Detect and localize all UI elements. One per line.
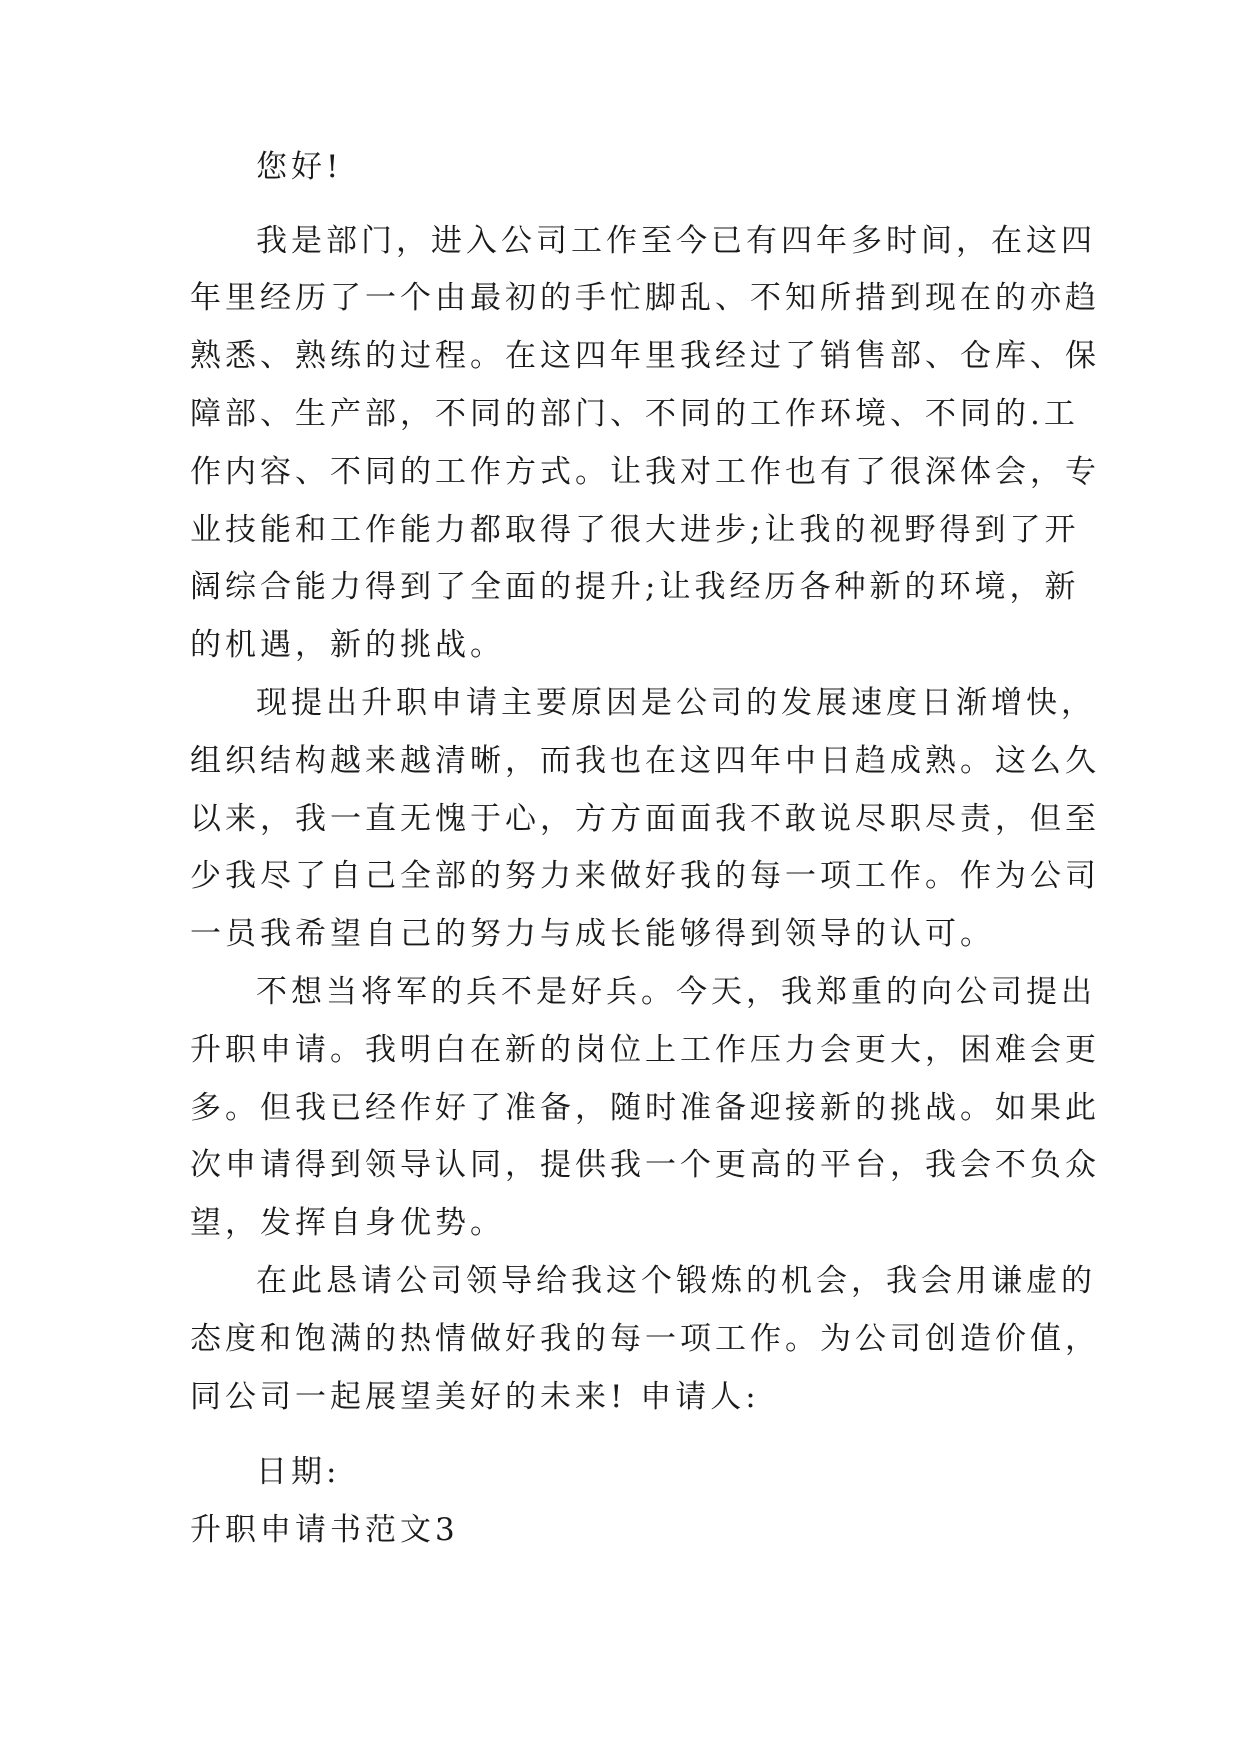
paragraph-3-line-4: 次申请得到领导认同，提供我一个更高的平台，我会不负众 — [190, 1147, 1100, 1183]
greeting: 您好! — [256, 149, 343, 185]
paragraph-1-line-4: 障部、生产部，不同的部门、不同的工作环境、不同的.工 — [190, 396, 1079, 432]
paragraph-4-line-2: 态度和饱满的热情做好我的每一项工作。为公司创造价值， — [190, 1321, 1100, 1357]
paragraph-1-line-7: 阔综合能力得到了全面的提升;让我经历各种新的环境，新 — [190, 569, 1080, 605]
paragraph-2-line-4: 少我尽了自己全部的努力来做好我的每一项工作。作为公司 — [190, 858, 1100, 894]
paragraph-2-line-5: 一员我希望自己的努力与成长能够得到领导的认可。 — [190, 916, 995, 952]
paragraph-3-line-5: 望，发挥自身优势。 — [190, 1205, 505, 1241]
paragraph-1-line-8: 的机遇，新的挑战。 — [190, 627, 505, 663]
paragraph-1-line-3: 熟悉、熟练的过程。在这四年里我经过了销售部、仓库、保 — [190, 338, 1100, 374]
paragraph-3-line-3: 多。但我已经作好了准备，随时准备迎接新的挑战。如果此 — [190, 1090, 1100, 1126]
paragraph-2-line-2: 组织结构越来越清晰，而我也在这四年中日趋成熟。这么久 — [190, 743, 1100, 779]
next-section-heading: 升职申请书范文3 — [190, 1512, 459, 1548]
paragraph-1-line-1: 我是部门，进入公司工作至今已有四年多时间，在这四 — [256, 223, 1096, 259]
paragraph-3-line-1: 不想当将军的兵不是好兵。今天，我郑重的向公司提出 — [256, 974, 1096, 1010]
paragraph-1-line-6: 业技能和工作能力都取得了很大进步;让我的视野得到了开 — [190, 512, 1080, 548]
paragraph-1-line-2: 年里经历了一个由最初的手忙脚乱、不知所措到现在的亦趋 — [190, 280, 1100, 316]
paragraph-2-line-1: 现提出升职申请主要原因是公司的发展速度日渐增快， — [256, 685, 1096, 721]
date-label: 日期: — [256, 1454, 341, 1490]
paragraph-1-line-5: 作内容、不同的工作方式。让我对工作也有了很深体会，专 — [190, 454, 1100, 490]
paragraph-2-line-3: 以来，我一直无愧于心，方方面面我不敢说尽职尽责，但至 — [190, 801, 1100, 837]
paragraph-4-line-1: 在此恳请公司领导给我这个锻炼的机会，我会用谦虚的 — [256, 1263, 1096, 1299]
paragraph-4-line-3: 同公司一起展望美好的未来! 申请人: — [190, 1379, 760, 1415]
paragraph-3-line-2: 升职申请。我明白在新的岗位上工作压力会更大，困难会更 — [190, 1032, 1100, 1068]
